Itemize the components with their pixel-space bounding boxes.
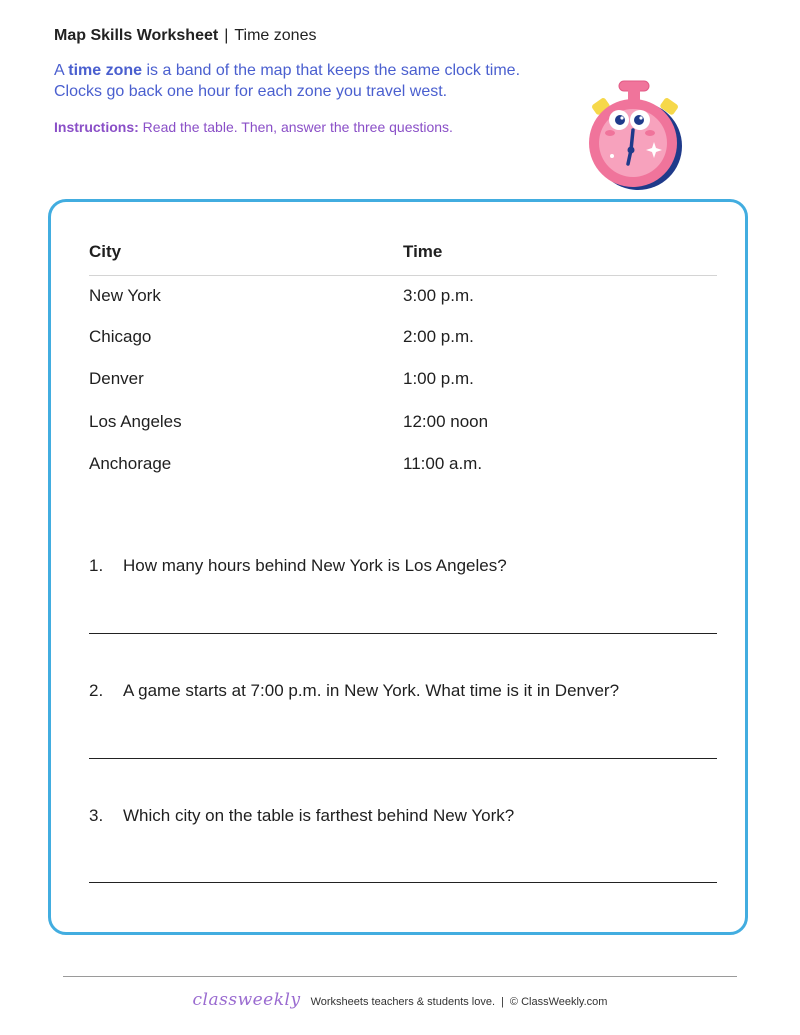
intro-line-1: [54, 60, 574, 81]
intro-line-2: Clocks go back one hour for each zone you travel west.: [54, 83, 448, 100]
key-term: time zone: [68, 62, 143, 79]
worksheet-title: Map Skills Worksheet: [54, 27, 219, 44]
answer-line-3[interactable]: [89, 882, 717, 883]
question-1: [89, 556, 507, 576]
footer-separator: |: [501, 996, 504, 1008]
time-cell: 12:00 noon: [403, 412, 489, 431]
table-row: [89, 286, 717, 310]
time-cell: 11:00 a.m.: [403, 454, 483, 473]
question-number: 1.: [89, 556, 104, 575]
city-cell: Anchorage: [89, 454, 172, 473]
answer-line-1[interactable]: [89, 633, 717, 634]
city-cell: Denver: [89, 369, 144, 388]
question-text: How many hours behind New York is Los Angeles?: [123, 556, 507, 575]
question-number: 2.: [89, 681, 104, 700]
question-3: [89, 806, 514, 826]
header-separator: |: [224, 27, 229, 44]
question-text: Which city on the table is farthest behind New York?: [123, 806, 515, 825]
table-row: [89, 454, 717, 478]
stopwatch-mascot-icon: [582, 78, 688, 196]
brand-logo: classweekly: [192, 990, 301, 1010]
worksheet-subtitle: Time zones: [234, 27, 317, 44]
page-footer: [0, 990, 800, 1010]
answer-line-2[interactable]: [89, 758, 717, 759]
table-header: [89, 242, 717, 276]
intro-definition: is a band of the map that keeps the same clock time.: [142, 62, 521, 79]
worksheet-header: [54, 27, 316, 45]
intro-paragraph: [54, 60, 574, 102]
time-cell: 3:00 p.m.: [403, 286, 474, 305]
question-text: A game starts at 7:00 p.m. in New York. What time is it in Denver?: [123, 681, 620, 700]
footer-divider: [63, 976, 737, 977]
instructions-text: Read the table. Then, answer the three questions.: [138, 119, 453, 135]
city-cell: Los Angeles: [89, 412, 182, 431]
instructions-label: Instructions:: [54, 119, 139, 135]
footer-copyright: © ClassWeekly.com: [509, 996, 608, 1008]
time-cell: 1:00 p.m.: [403, 369, 474, 388]
city-cell: New York: [89, 286, 161, 305]
column-header-time: Time: [403, 242, 443, 261]
question-2: [89, 681, 619, 701]
question-number: 3.: [89, 806, 104, 825]
column-header-city: City: [89, 242, 122, 261]
table-row: [89, 369, 717, 393]
table-row: [89, 327, 717, 351]
intro-prefix: A: [54, 62, 69, 79]
table-row: [89, 412, 717, 436]
instructions: [54, 119, 453, 135]
footer-tagline: Worksheets teachers & students love.: [310, 996, 496, 1008]
time-cell: 2:00 p.m.: [403, 327, 474, 346]
worksheet-card: [48, 199, 748, 935]
city-cell: Chicago: [89, 327, 152, 346]
